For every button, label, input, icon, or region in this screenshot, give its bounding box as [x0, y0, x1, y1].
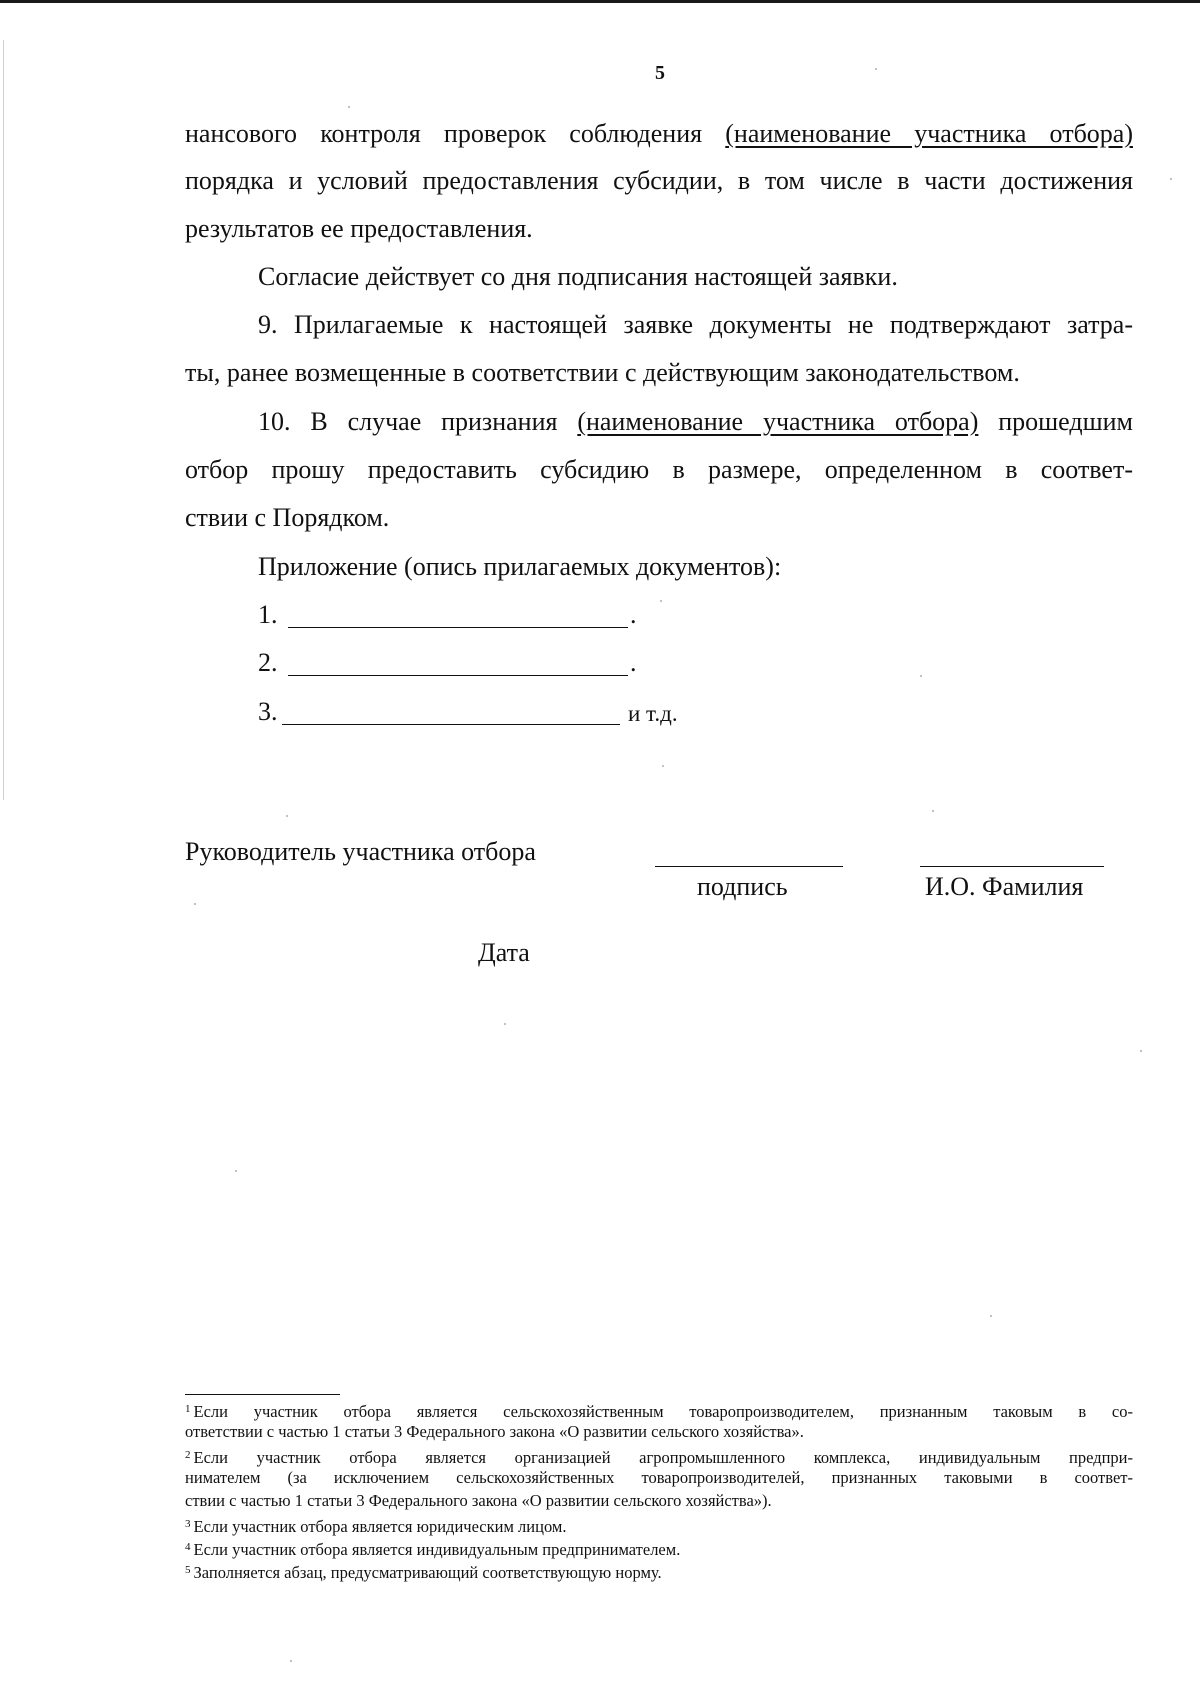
scan-speck — [990, 1315, 992, 1317]
scan-speck — [875, 68, 877, 70]
paragraph-1-text: нансового контроля проверок соблюдения — [185, 119, 726, 148]
paragraph-1-line-1 — [185, 119, 1133, 149]
participant-name-placeholder: (наименование участника отбора) — [725, 119, 1133, 148]
scan-speck — [194, 903, 196, 905]
scan-speck — [504, 1023, 506, 1025]
footnote-3-text: Если участник отбора является юридическим лицом. — [193, 1517, 567, 1536]
footnote-2-line-3: ствии с частью 1 статьи 3 Федерального закона «О развитии сельского хозяйства»). — [185, 1491, 772, 1510]
scan-speck — [290, 1660, 292, 1662]
paragraph-1-line-2: порядка и условий предоставления субсидии, в том числе в части достижения — [185, 166, 1133, 195]
scan-speck — [662, 765, 664, 767]
appendix-item-2-number: 2. — [258, 648, 278, 677]
footnote-1-line-1 — [185, 1398, 1133, 1423]
footnote-2-mark: 2 — [185, 1449, 191, 1461]
footnote-5-mark: 5 — [185, 1564, 191, 1576]
appendix-item-3-blank — [282, 724, 620, 725]
name-blank — [920, 866, 1104, 867]
scan-speck — [348, 106, 350, 108]
scan-speck — [1170, 178, 1172, 180]
scan-left-edge — [3, 40, 4, 800]
appendix-heading: Приложение (опись прилагаемых документов): — [258, 552, 782, 581]
item-10-line-2: отбор прошу предоставить субсидию в размере, определенном в соответ- — [185, 455, 1133, 484]
footnote-5-text: Заполняется абзац, предусматривающий соответствующую норму. — [193, 1563, 662, 1582]
item-10-text-end: прошедшим — [978, 407, 1134, 436]
name-caption: И.О. Фамилия — [925, 872, 1084, 901]
footnote-1-mark: 1 — [185, 1403, 191, 1415]
footnote-1-text: Если участник отбора является сельскохозяйственным товаропроизводителем, признанным таковым в со- — [193, 1402, 1133, 1421]
appendix-item-2-tail: . — [630, 648, 637, 677]
scan-speck — [932, 810, 934, 812]
scan-speck — [660, 600, 662, 602]
footnote-2-line-2: нимателем (за исключением сельскохозяйственных товаропроизводителей, признанных таковыми в соответ- — [185, 1468, 1133, 1487]
consent-paragraph: Согласие действует со дня подписания настоящей заявки. — [258, 262, 898, 291]
paragraph-1-line-3: результатов ее предоставления. — [185, 214, 533, 243]
scan-top-border — [0, 0, 1200, 3]
participant-name-placeholder-2: (наименование участника отбора) — [577, 407, 979, 436]
item-9-line-2: ты, ранее возмещенные в соответствии с действующим законодательством. — [185, 358, 1020, 387]
footnote-2-text: Если участник отбора является организацией агропромышленного комплекса, индивидуальным предпри- — [193, 1448, 1133, 1467]
footnote-4 — [185, 1536, 680, 1561]
appendix-item-3-number: 3. — [258, 697, 278, 726]
scan-speck — [920, 675, 922, 677]
appendix-item-3-tail: и т.д. — [628, 701, 678, 726]
footnote-2-line-1 — [185, 1444, 1133, 1469]
footnote-1-line-2: ответствии с частью 1 статьи 3 Федерального закона «О развитии сельского хозяйства». — [185, 1422, 804, 1441]
signature-caption: подпись — [697, 872, 788, 901]
footnote-4-mark: 4 — [185, 1541, 191, 1553]
item-10-line-3: ствии с Порядком. — [185, 503, 390, 532]
footnote-3-mark: 3 — [185, 1518, 191, 1530]
page-number: 5 — [655, 62, 665, 84]
item-9-line-1: 9. Прилагаемые к настоящей заявке документы не подтверждают затра- — [258, 310, 1133, 339]
scan-speck — [1140, 1050, 1142, 1052]
appendix-item-1-tail: . — [630, 600, 637, 629]
appendix-item-2-blank — [288, 675, 628, 676]
scan-speck — [235, 1170, 237, 1172]
scan-speck — [286, 815, 288, 817]
footnote-3 — [185, 1513, 566, 1538]
item-10-text: 10. В случае признания — [258, 407, 578, 436]
date-label: Дата — [478, 938, 530, 967]
signature-blank — [655, 866, 843, 867]
appendix-item-1-blank — [288, 627, 628, 628]
appendix-item-1-number: 1. — [258, 600, 278, 629]
item-10-line-1 — [258, 407, 1133, 437]
footnote-5 — [185, 1559, 662, 1584]
footnote-4-text: Если участник отбора является индивидуальным предпринимателем. — [193, 1540, 681, 1559]
head-of-participant-label: Руководитель участника отбора — [185, 837, 536, 866]
footnote-separator — [185, 1394, 340, 1395]
